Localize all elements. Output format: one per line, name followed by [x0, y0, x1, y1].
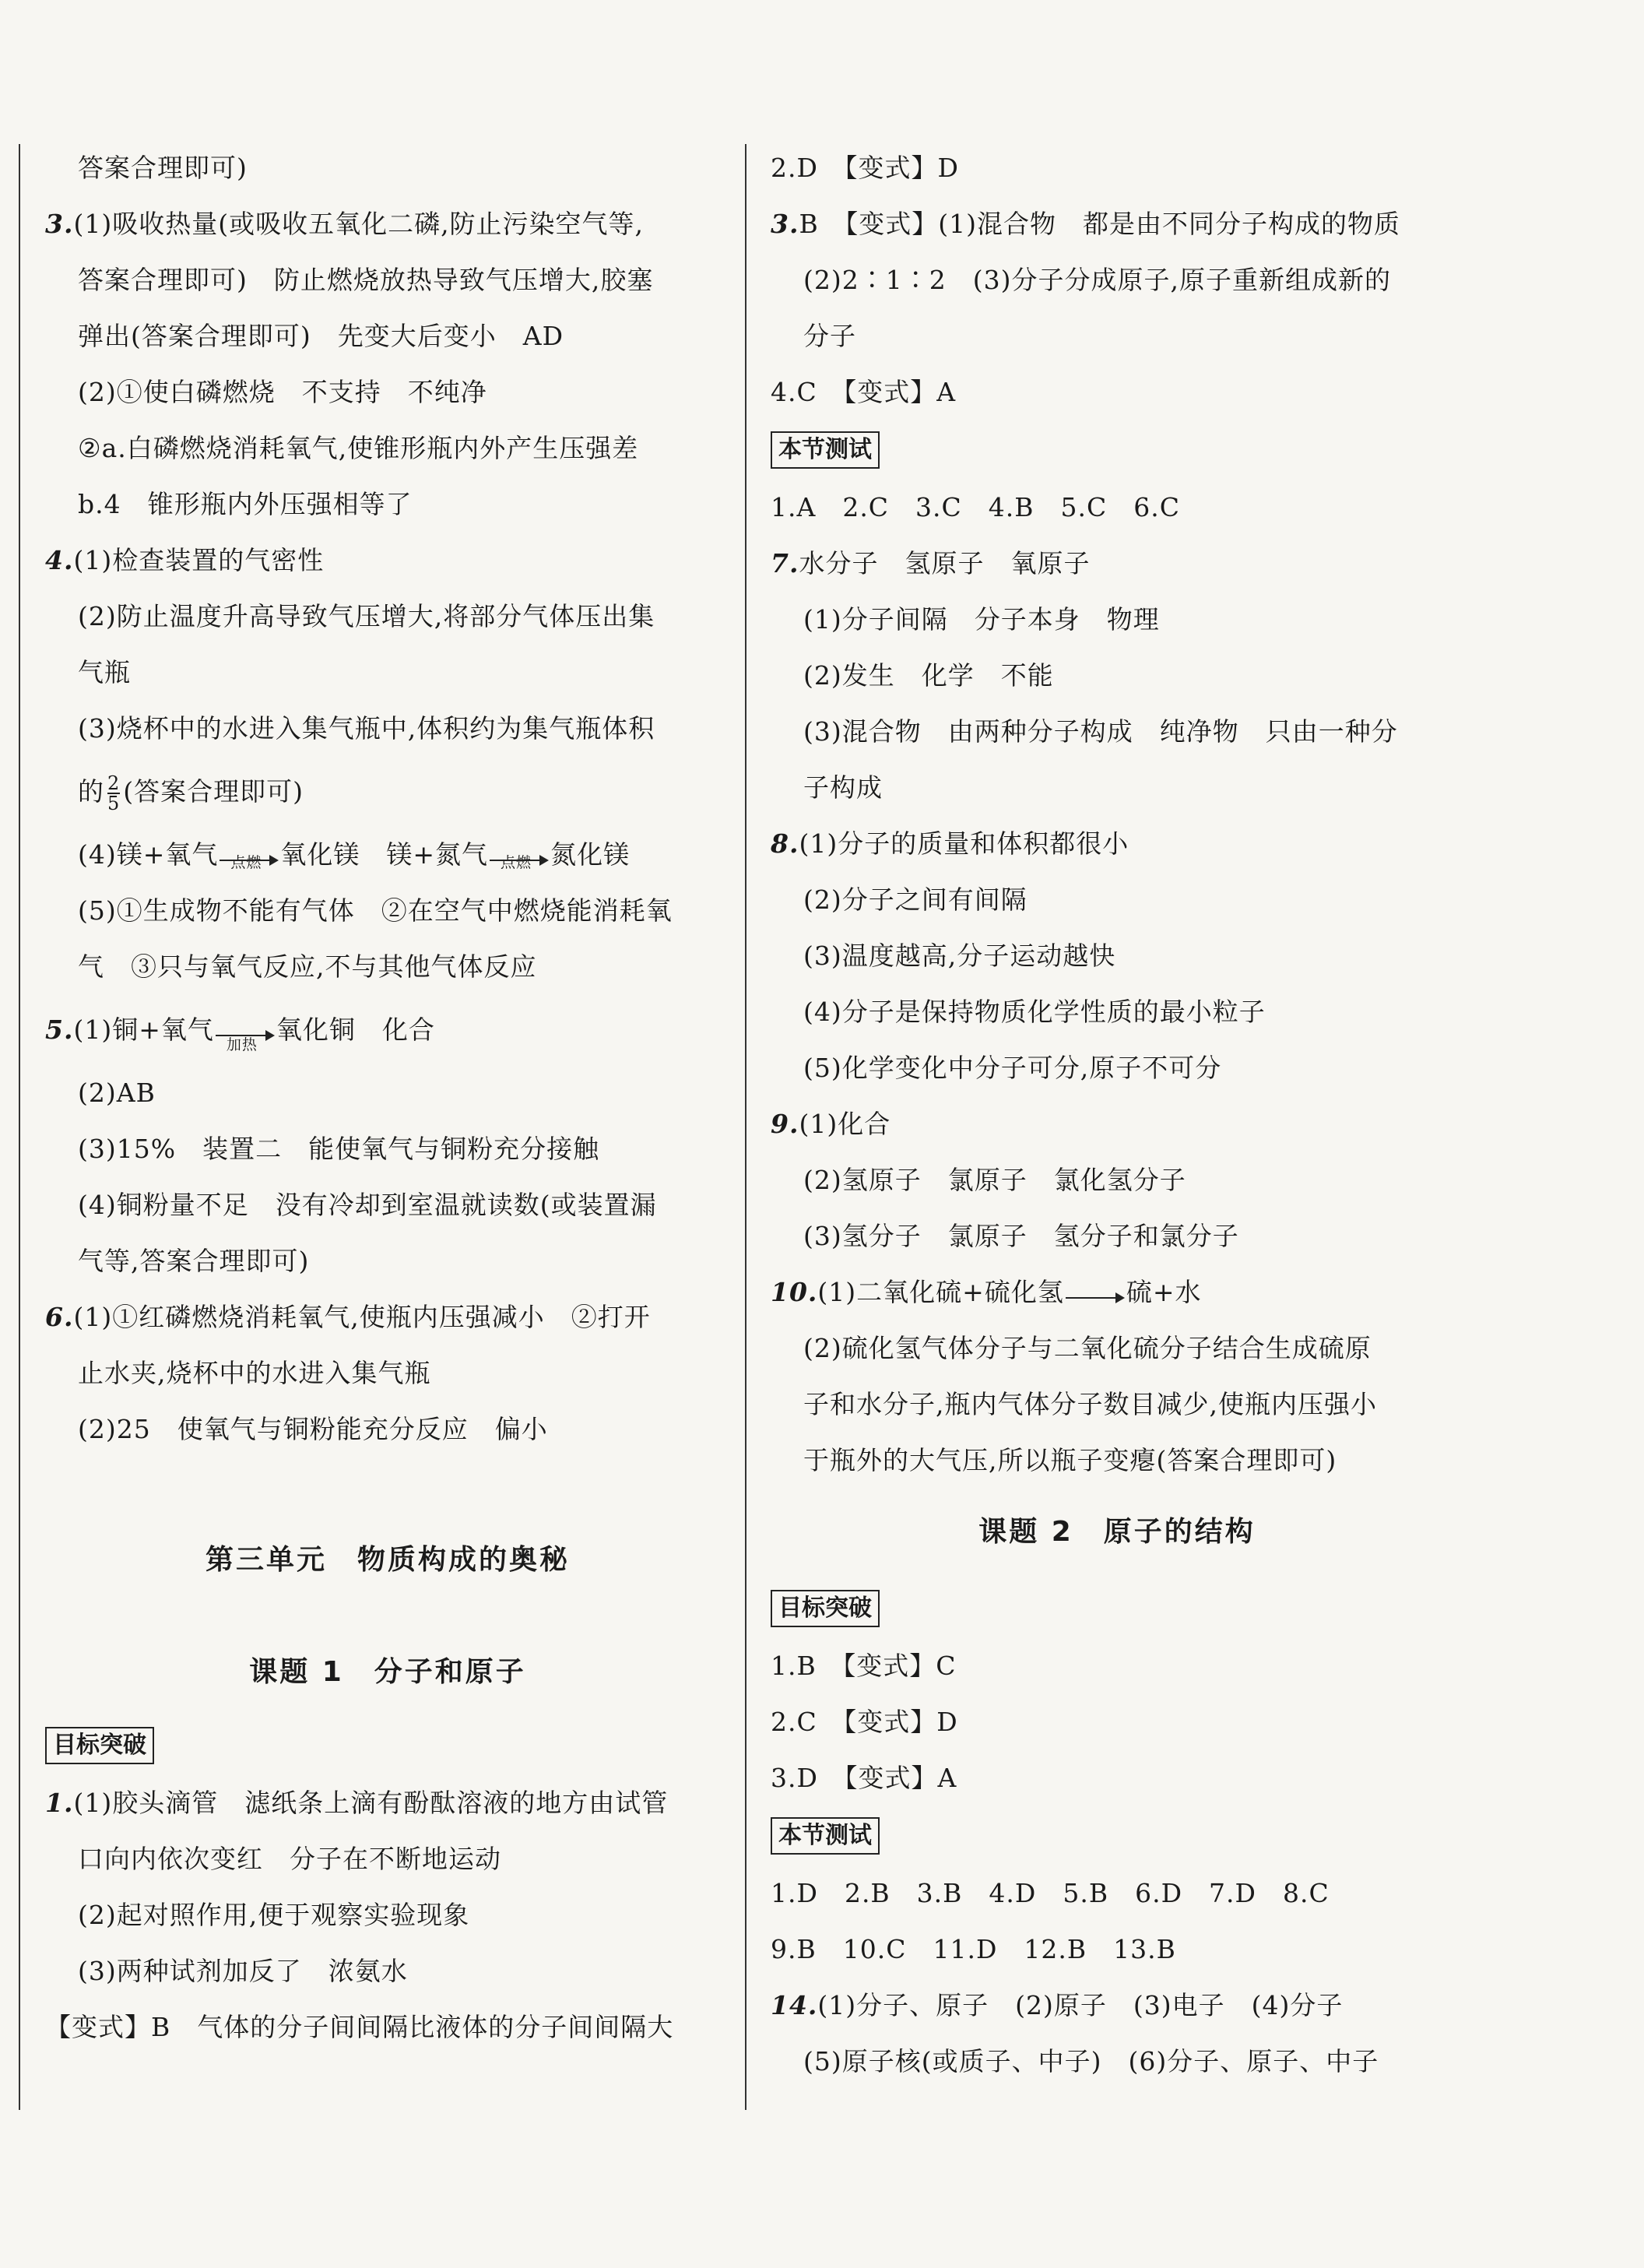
answer-line: (1)分子间隔 分子本身 物理 — [803, 604, 1160, 635]
answer-line: B 【变式】(1)混合物 都是由不同分子构成的物质 — [799, 209, 1400, 239]
answer-line: 子构成 — [803, 772, 883, 803]
section-label-box: 本节测试 — [771, 1817, 880, 1855]
text-fragment: 氮化镁 — [550, 839, 631, 870]
answer-line-fraction — [45, 757, 730, 827]
answer-line: (1)化合 — [799, 1109, 891, 1139]
text-fragment: (答案合理即可) — [123, 776, 304, 807]
reaction-condition: 点燃 — [230, 854, 262, 871]
answer-line: 答案合理即可) 防止燃烧放热导致气压增大,胶塞 — [78, 265, 654, 295]
text-fragment: 氧化铜 化合 — [276, 1014, 435, 1045]
fraction-numerator: 2 — [107, 772, 121, 794]
answer-line: (2)①使白磷燃烧 不支持 不纯净 — [78, 377, 487, 407]
answer-line: (3)氢分子 氯原子 氢分子和氯分子 — [803, 1221, 1239, 1251]
section-label-box: 目标突破 — [45, 1727, 154, 1764]
answer-line: (2)硫化氢气体分子与二氧化硫分子结合生成硫原 — [803, 1333, 1372, 1363]
answer-line: 答案合理即可) — [78, 153, 248, 183]
answer-line: 1.D 2.B 3.B 4.D 5.B 6.D 7.D 8.C — [771, 1878, 1330, 1908]
question-number: 5. — [45, 1014, 74, 1045]
section-label-box: 目标突破 — [771, 1590, 880, 1627]
left-column — [45, 140, 730, 2055]
answer-line: 口向内依次变红 分子在不断地运动 — [78, 1844, 501, 1874]
left-margin-rule — [19, 144, 20, 2110]
answer-line: (3)混合物 由两种分子构成 纯净物 只由一种分 — [803, 716, 1398, 747]
answer-line: 于瓶外的大气压,所以瓶子变瘪(答案合理即可) — [803, 1445, 1337, 1475]
answer-line: (2)2∶1∶2 (3)分子分成原子,原子重新组成新的 — [803, 265, 1391, 295]
question-number: 14. — [771, 1990, 818, 2020]
answer-line: (2)发生 化学 不能 — [803, 660, 1054, 691]
reaction-arrow-icon — [216, 1024, 275, 1053]
section-label-box: 本节测试 — [771, 431, 880, 469]
answer-line: (4)铜粉量不足 没有冷却到室温就读数(或装置漏 — [78, 1190, 657, 1220]
text-fragment: 氧化镁 镁+氮气 — [280, 839, 489, 870]
question-number: 1. — [45, 1788, 74, 1818]
question-number: 6. — [45, 1302, 74, 1332]
answer-line: (2)25 使氧气与铜粉能充分反应 偏小 — [78, 1414, 548, 1444]
reaction-condition: 点燃 — [501, 854, 532, 871]
text-fragment: 的 — [78, 776, 104, 807]
answer-line: (5)原子核(或质子、中子) (6)分子、原子、中子 — [803, 2046, 1379, 2076]
answer-line: (1)胶头滴管 滤纸条上滴有酚酞溶液的地方由试管 — [73, 1788, 669, 1818]
answer-line: (5)化学变化中分子可分,原子不可分 — [803, 1053, 1222, 1083]
text-fragment: 硫+水 — [1126, 1277, 1202, 1307]
answer-line: (1)①红磷燃烧消耗氧气,使瓶内压强减小 ②打开 — [73, 1302, 651, 1332]
answer-line: (5)①生成物不能有气体 ②在空气中燃烧能消耗氧 — [78, 895, 673, 926]
answer-line: 9.B 10.C 11.D 12.B 13.B — [771, 1934, 1176, 1964]
reaction-arrow-icon — [490, 849, 549, 871]
answer-line: 气瓶 — [78, 657, 131, 687]
text-fragment: (4)镁+氧气 — [78, 839, 219, 870]
answer-line: 3.D 【变式】A — [771, 1763, 957, 1793]
answer-line: (4)分子是保持物质化学性质的最小粒子 — [803, 997, 1266, 1027]
reaction-arrow-icon — [220, 849, 279, 871]
answer-line: (1)分子、原子 (2)原子 (3)电子 (4)分子 — [817, 1990, 1344, 2020]
answer-line: (3)两种试剂加反了 浓氨水 — [78, 1956, 408, 1986]
answer-line: b.4 锥形瓶内外压强相等了 — [78, 489, 413, 519]
question-number: 3. — [771, 209, 799, 239]
question-number: 4. — [45, 545, 74, 575]
text-fragment: (1)铜+氧气 — [73, 1014, 214, 1045]
lesson-title: 课题 2 原子的结构 — [978, 1516, 1256, 1548]
question-number: 9. — [771, 1109, 799, 1139]
text-fragment: (1)二氧化硫+硫化氢 — [817, 1277, 1064, 1307]
answer-line: 2.D 【变式】D — [771, 153, 959, 183]
answer-line: (2)分子之间有间隔 — [803, 884, 1028, 915]
answer-line: 弹出(答案合理即可) 先变大后变小 AD — [78, 321, 564, 351]
answer-line: 【变式】B 气体的分子间间隔比液体的分子间间隔大 — [45, 2012, 674, 2042]
answer-line: (2)防止温度升高导致气压增大,将部分气体压出集 — [78, 601, 655, 631]
right-column — [771, 140, 1463, 2090]
answer-line: 气等,答案合理即可) — [78, 1246, 310, 1276]
fraction — [107, 774, 120, 813]
answer-line: 分子 — [803, 321, 856, 351]
answer-line: 止水夹,烧杯中的水进入集气瓶 — [78, 1358, 431, 1388]
answer-line: 水分子 氢原子 氧原子 — [799, 548, 1091, 578]
answer-line: (3)烧杯中的水进入集气瓶中,体积约为集气瓶体积 — [78, 713, 655, 744]
answer-line: (3)温度越高,分子运动越快 — [803, 941, 1116, 971]
unit-title: 第三单元 物质构成的奥秘 — [205, 1544, 570, 1576]
answer-line: 气 ③只与氧气反应,不与其他气体反应 — [78, 951, 537, 982]
answer-line: 4.C 【变式】A — [771, 377, 957, 407]
answer-line: (3)15% 装置二 能使氧气与铜粉充分接触 — [78, 1134, 600, 1164]
answer-line: ②a.白磷燃烧消耗氧气,使锥形瓶内外产生压强差 — [78, 433, 639, 463]
answer-line: 1.A 2.C 3.C 4.B 5.C 6.C — [771, 492, 1180, 522]
question-number: 7. — [771, 548, 799, 578]
question-number: 8. — [771, 828, 799, 859]
answer-line: (2)起对照作用,便于观察实验现象 — [78, 1900, 470, 1930]
answer-line-equation — [45, 827, 730, 883]
answer-line: (1)检查装置的气密性 — [73, 545, 325, 575]
answer-line: 子和水分子,瓶内气体分子数目减少,使瓶内压强小 — [803, 1389, 1377, 1419]
question-number: 3. — [45, 209, 74, 239]
answer-line: 1.B 【变式】C — [771, 1651, 957, 1681]
lesson-title: 课题 1 分子和原子 — [249, 1656, 526, 1688]
fraction-denominator: 5 — [107, 793, 121, 814]
answer-line: (1)分子的质量和体积都很小 — [799, 828, 1129, 859]
reaction-condition: 加热 — [226, 1036, 258, 1053]
reaction-arrow-icon — [1066, 1286, 1125, 1302]
answer-line-equation — [45, 995, 730, 1065]
answer-line-equation — [771, 1264, 1463, 1320]
answer-line: (1)吸收热量(或吸收五氧化二磷,防止污染空气等, — [73, 209, 645, 239]
answer-line: 2.C 【变式】D — [771, 1707, 958, 1737]
question-number: 10. — [771, 1277, 818, 1307]
column-divider — [745, 144, 746, 2110]
answer-line: (2)AB — [78, 1078, 156, 1108]
answer-line: (2)氢原子 氯原子 氯化氢分子 — [803, 1165, 1186, 1195]
